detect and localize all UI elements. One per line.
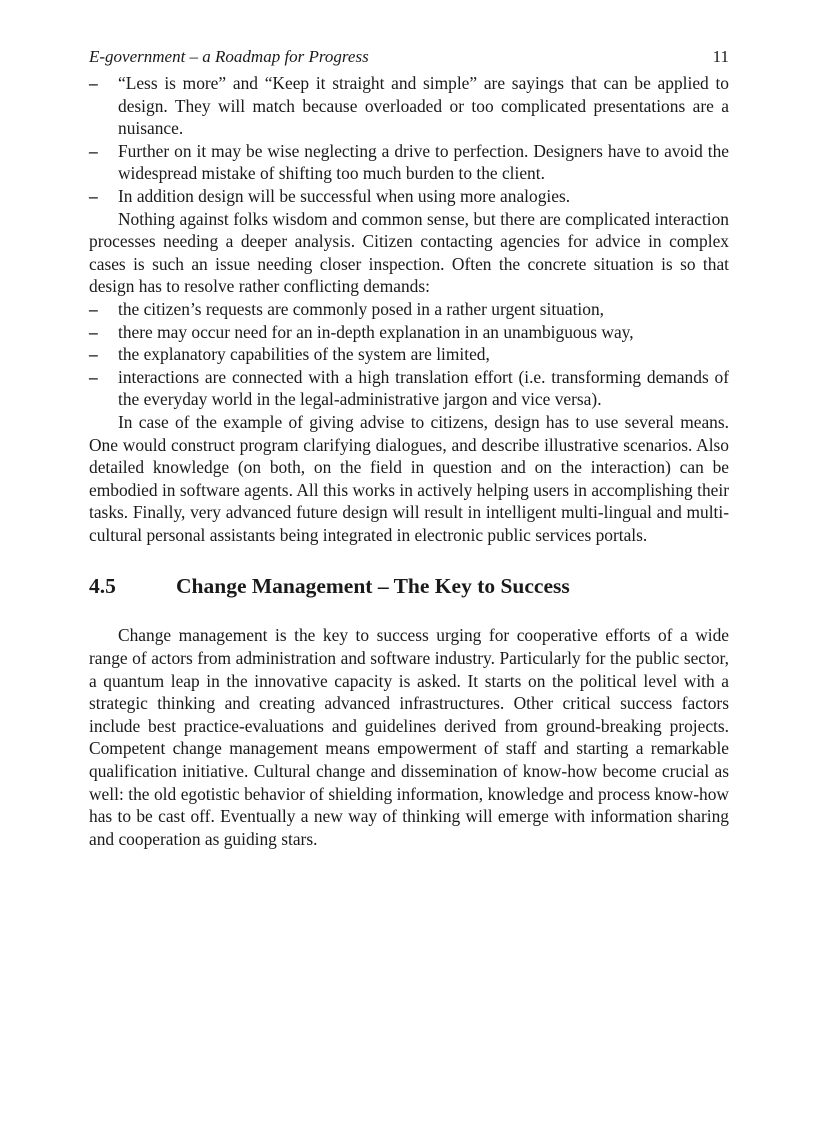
section-title: Change Management – The Key to Success	[176, 574, 570, 599]
list-item-text: interactions are connected with a high translation effort (i.e. transforming demands of the everyday world in the legal-administrative jargon and vice versa).	[118, 366, 729, 410]
dash-bullet-icon: –	[89, 321, 98, 342]
list-item	[89, 343, 729, 366]
section-body	[89, 624, 729, 850]
running-title: E-government – a Roadmap for Progress	[89, 47, 369, 66]
list-item-text: “Less is more” and “Keep it straight and simple” are sayings that can be applied to design. They will match because overloaded or too complicated presentations are a nuisance.	[118, 73, 729, 139]
list-item	[89, 366, 729, 411]
conflicting-demands-list	[89, 298, 729, 411]
list-item-text: Further on it may be wise neglecting a drive to perfection. Designers have to avoid the widespread mistake of shifting too much burden to the client.	[118, 140, 729, 184]
list-item-text: In addition design will be successful when using more analogies.	[118, 185, 571, 206]
paragraph: Change management is the key to success urging for cooperative efforts of a wide range of actors from administration and software industry. Particularly for the public sector, a quantum leap in the innovative capacity is asked. It starts on the political level with a strategic thinking and creating advanced infrastructures. Other critical success factors include best practice-evaluations and guidelines derived from ground-breaking projects. Competent change management means empowerment of staff and starting a remarkable qualification initiative. Cultural change and dissemination of know-how become crucial as well: the old egotistic behavior of shielding information, knowledge and process know-how has to be cast off. Eventually a new way of thinking will emerge with information sharing and cooperation as guiding stars.	[89, 625, 729, 849]
dash-bullet-icon: –	[89, 366, 98, 387]
section-heading	[89, 571, 729, 601]
paragraph: Nothing against folks wisdom and common sense, but there are complicated interaction processes needing a deeper analysis. Citizen contacting agencies for advice in complex cases is such an issue needing closer inspection. Often the concrete situation is so that design has to resolve rather conflicting demands:	[89, 208, 729, 297]
paragraph: In case of the example of giving advise to citizens, design has to use several means. One would construct program clarifying dialogues, and describe illustrative scenarios. Also detailed knowledge (on both, on the field in question and on the interaction) can be embodied in software agents. All this works in actively helping users in accomplishing their tasks. Finally, very advanced future design will result in intelligent multi-lingual and multi-cultural personal assistants being integrated in electronic public services portals.	[89, 411, 729, 545]
running-header	[89, 44, 729, 70]
list-item-text: the explanatory capabilities of the system are limited,	[118, 344, 490, 365]
dash-bullet-icon: –	[89, 185, 98, 206]
dash-bullet-icon: –	[89, 73, 98, 93]
dash-bullet-icon: –	[89, 140, 98, 161]
list-item	[89, 140, 729, 185]
dash-bullet-icon: –	[89, 298, 98, 319]
section-number: 4.5	[89, 574, 116, 599]
book-page	[89, 44, 729, 850]
dash-bullet-icon: –	[89, 344, 98, 365]
list-item-text: there may occur need for an in-depth explanation in an unambiguous way,	[118, 321, 634, 342]
list-item	[89, 321, 729, 344]
list-item	[89, 72, 729, 140]
design-principles-list	[89, 72, 729, 208]
list-item-text: the citizen’s requests are commonly posed in a rather urgent situation,	[118, 298, 604, 319]
page-number: 11	[712, 47, 729, 66]
list-item	[89, 298, 729, 321]
body-text	[89, 72, 729, 850]
list-item	[89, 185, 729, 208]
